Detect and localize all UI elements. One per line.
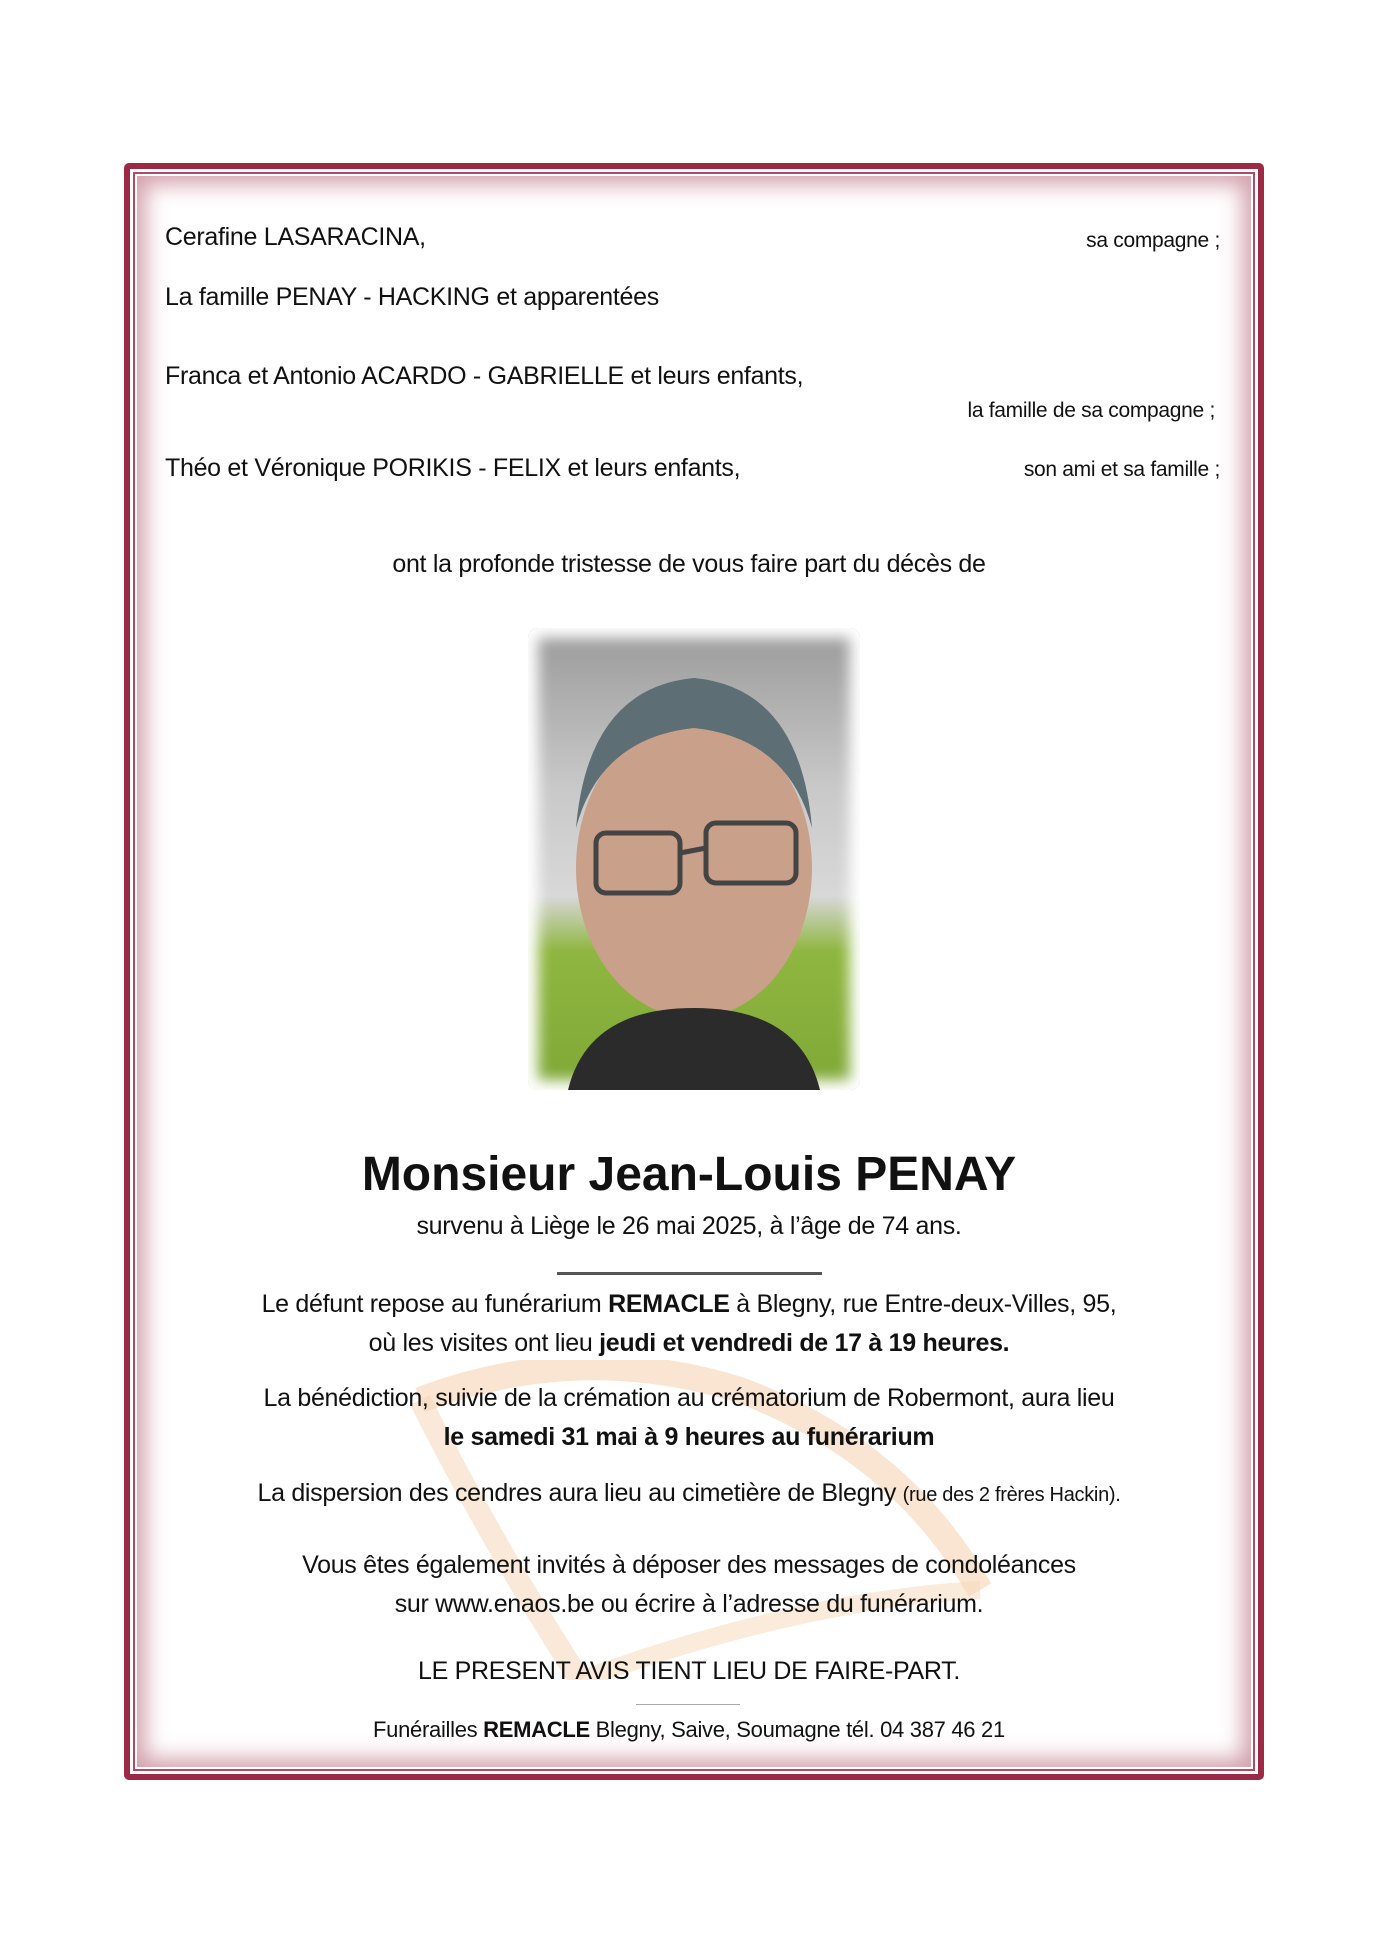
deceased-name: Monsieur Jean-Louis PENAY bbox=[361, 1148, 1017, 1201]
mourner-relation-3: la famille de sa compagne ; bbox=[967, 399, 1215, 422]
ceremony-date bbox=[0, 1423, 1378, 1452]
footer-divider bbox=[636, 1704, 740, 1705]
ceremony-date-text: le samedi 31 mai à 9 heures au funérarium bbox=[443, 1423, 935, 1451]
visitation-line-1 bbox=[0, 1290, 1378, 1319]
mourner-name-1: Cerafine LASARACINA, bbox=[165, 223, 426, 251]
visitation-text: Le défunt repose au funérarium bbox=[261, 1290, 609, 1318]
announcement-text: ont la profonde tristesse de vous faire part du décès de bbox=[392, 550, 986, 578]
footer-line bbox=[0, 1717, 1378, 1743]
deceased-details: survenu à Liège le 26 mai 2025, à l’âge de 74 ans. bbox=[416, 1212, 962, 1240]
mourner-name-3: Franca et Antonio ACARDO - GABRIELLE et leurs enfants, bbox=[165, 362, 804, 390]
ceremony-line-1: La bénédiction, suivie de la crémation au crématorium de Robermont, aura lieu bbox=[263, 1384, 1115, 1412]
deceased-portrait bbox=[528, 628, 860, 1090]
mourner-name-4: Théo et Véronique PORIKIS - FELIX et leurs enfants, bbox=[165, 454, 741, 482]
mourner-name-2: La famille PENAY - HACKING et apparentées bbox=[165, 283, 659, 311]
dispersion-text: La dispersion des cendres aura lieu au cimetière de Blegny bbox=[257, 1479, 903, 1507]
mourner-relation-4: son ami et sa famille ; bbox=[1023, 458, 1220, 481]
footer-contact: Blegny, Saive, Soumagne tél. 04 387 46 21 bbox=[589, 1717, 1005, 1742]
visitation-line-2 bbox=[0, 1329, 1378, 1358]
condolences-line-2: sur www.enaos.be ou écrire à l’adresse du funérarium. bbox=[394, 1590, 984, 1618]
dispersion-line bbox=[0, 1479, 1378, 1508]
condolences-line-1: Vous êtes également invités à déposer des messages de condoléances bbox=[302, 1551, 1076, 1579]
mourner-relation-1: sa compagne ; bbox=[1086, 229, 1220, 252]
footer-prefix: Funérailles bbox=[373, 1717, 484, 1742]
visitation-hours: jeudi et vendredi de 17 à 19 heures. bbox=[599, 1329, 1010, 1357]
section-divider bbox=[557, 1272, 822, 1275]
dispersion-address: (rue des 2 frères Hackin). bbox=[902, 1484, 1121, 1506]
visitation-hours-intro: où les visites ont lieu bbox=[368, 1329, 600, 1357]
footer-brand: REMACLE bbox=[483, 1717, 590, 1742]
visitation-address: à Blegny, rue Entre-deux-Villes, 95, bbox=[729, 1290, 1117, 1318]
notice-text: LE PRESENT AVIS TIENT LIEU DE FAIRE-PART. bbox=[417, 1657, 961, 1685]
funeral-home-name: REMACLE bbox=[608, 1290, 730, 1318]
portrait-person-icon bbox=[528, 628, 860, 1090]
